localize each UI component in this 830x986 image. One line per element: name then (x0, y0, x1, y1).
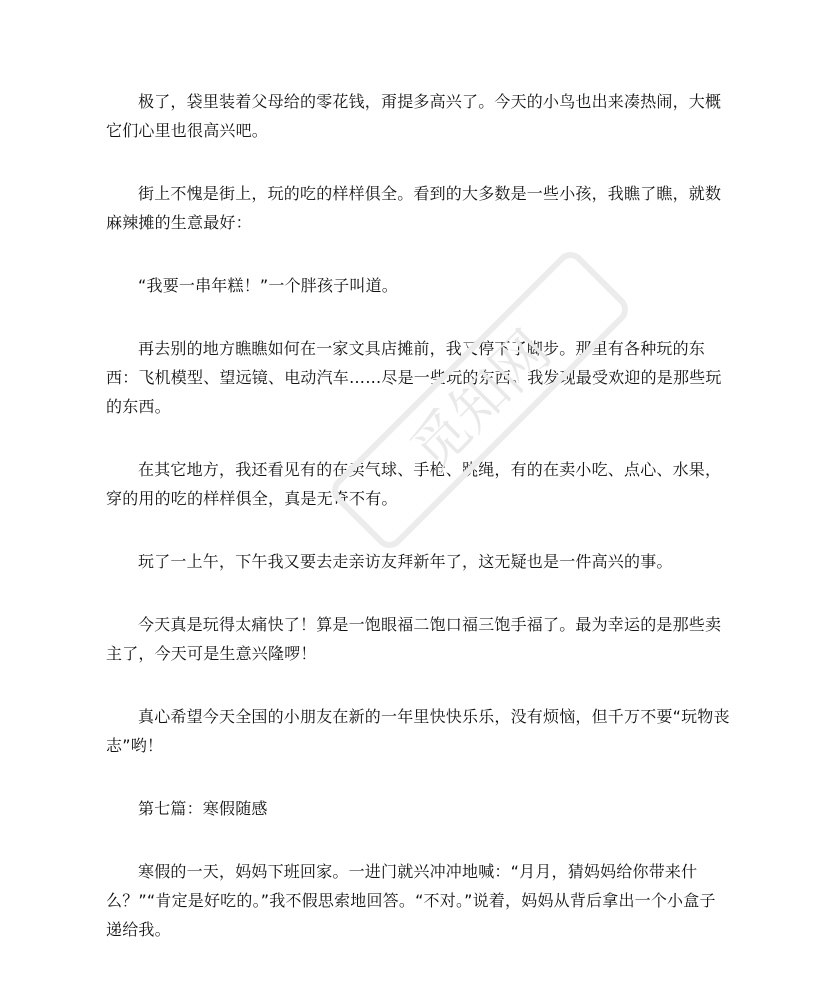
watermark-text: 觅知网 (398, 318, 564, 484)
paragraph-2: 街上不愧是街上，玩的吃的样样俱全。看到的大多数是一些小孩，我瞧了瞧，就数麻辣摊的生意最好： (106, 184, 722, 232)
document-body (106, 87, 730, 978)
section-heading: 第七篇：寒假随感 (138, 799, 268, 818)
paragraph-7: 今天真是玩得太痛快了！算是一饱眼福二饱口福三饱手福了。最为幸运的是那些卖主了，今天可是生意兴隆啰！ (106, 615, 722, 663)
paragraph-3: “我要一串年糕！”一个胖孩子叫道。 (138, 276, 398, 295)
paragraph-5: 在其它地方，我还看见有的在卖气球、手枪、跳绳，有的在卖小吃、点心、水果，穿的用的吃的样样俱全，真是无奇不有。 (106, 460, 722, 508)
paragraph-9: 寒假的一天，妈妈下班回家。一进门就兴冲冲地喊：“月月，猜妈妈给你带来什么？”“肯定是好吃的。”我不假思索地回答。“不对。”说着，妈妈从背后拿出一个小盒子递给我。 (106, 862, 716, 939)
paragraph-6: 玩了一上午，下午我又要去走亲访友拜新年了，这无疑也是一件高兴的事。 (138, 552, 673, 571)
paragraph-1: 极了，袋里装着父母给的零花钱，甭提多高兴了。今天的小鸟也出来凑热闹，大概它们心里也很高兴吧。 (106, 92, 722, 140)
paragraph-4: 再去别的地方瞧瞧如何在一家文具店摊前，我又停下了脚步。那里有各种玩的东西：飞机模型、望远镜、电动汽车……尽是一些玩的东西。我发现最受欢迎的是那些玩的东西。 (106, 339, 722, 416)
paragraph-8: 真心希望今天全国的小朋友在新的一年里快快乐乐，没有烦恼，但千万不要“玩物丧志”哟！ (106, 707, 730, 755)
